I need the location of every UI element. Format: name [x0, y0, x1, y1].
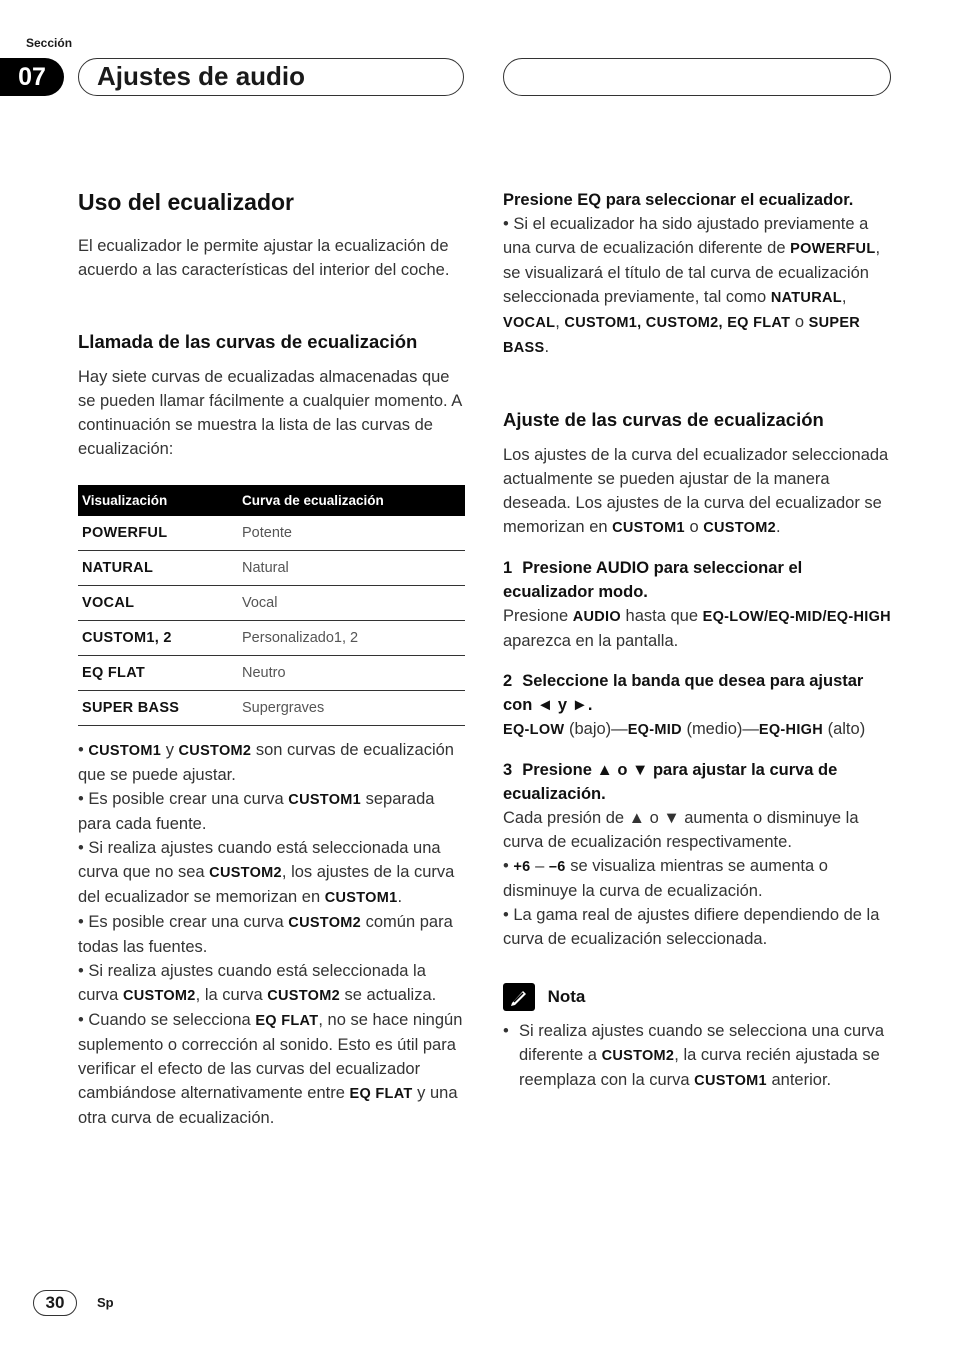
header-blank-frame — [503, 58, 891, 96]
page-title: Ajustes de audio — [97, 61, 306, 91]
table-header: Visualización — [78, 485, 238, 516]
table-cell: NATURAL — [78, 551, 238, 586]
table-cell: Personalizado1, 2 — [238, 621, 465, 656]
eq-table — [78, 485, 465, 726]
table-cell: Supergraves — [238, 691, 465, 726]
table-row — [78, 586, 465, 621]
step-1-heading: 1 Presione AUDIO para seleccionar el ecualizador modo. — [503, 559, 803, 601]
nota-label: Nota — [547, 987, 586, 1006]
step-3-body: Cada presión de ▲ o ▼ aumenta o disminuye la curva de ecualización respectivamente. — [503, 809, 859, 851]
table-cell: CUSTOM1, 2 — [78, 621, 238, 656]
heading-llamada: Llamada de las curvas de ecualización — [78, 331, 418, 352]
page-number: 30 — [33, 1290, 77, 1316]
nota-bullet — [503, 1019, 891, 1093]
heading-ajuste: Ajuste de las curvas de ecualización — [503, 409, 824, 430]
table-cell: EQ FLAT — [78, 656, 238, 691]
step-2-body: EQ-LOW (bajo)—EQ-MID (medio)—EQ-HIGH (alto) — [503, 720, 866, 738]
step-3-heading: 3 Presione ▲ o ▼ para ajustar la curva de ecualización. — [503, 761, 838, 803]
bullet-custom-curves: • CUSTOM1 y CUSTOM2 son curvas de ecualización que se puede ajustar. — [78, 741, 454, 784]
section-number: 07 — [0, 58, 64, 96]
nota-text: Si realiza ajustes cuando se selecciona una curva diferente a CUSTOM2, la curva recién ajustada se reemplaza con la curva CUSTOM1 anterior. — [519, 1022, 885, 1089]
table-cell: SUPER BASS — [78, 691, 238, 726]
bullet-eq-flat: • Cuando se selecciona EQ FLAT, no se hace ningún suplemento o corrección al sonido. Esto es útil para verificar el efecto de las curvas del ecualizador cambiándose alternativamente entre EQ FLAT y una otra curva de ecualización. — [78, 1011, 463, 1127]
bullet-custom1-per-source: • Es posible crear una curva CUSTOM1 separada para cada fuente. — [78, 790, 435, 833]
table-cell: Natural — [238, 551, 465, 586]
table-header-row — [78, 485, 465, 516]
ajuste-paragraph: Los ajustes de la curva del ecualizador seleccionada actualmente se pueden ajustar de la manera deseada. Los ajustes de la curva del ecualizador se memorizan en CUSTOM1 o CUSTOM2. — [503, 446, 889, 536]
right-column — [503, 188, 891, 1093]
presione-eq-instruction: Presione EQ para seleccionar el ecualizador. — [503, 191, 854, 209]
intro-paragraph: El ecualizador le permite ajustar la ecualización de acuerdo a las características del interior del coche. — [78, 237, 450, 279]
heading-uso: Uso del ecualizador — [78, 189, 295, 215]
page-language: Sp — [97, 1295, 114, 1310]
step-1-body: Presione AUDIO hasta que EQ-LOW/EQ-MID/EQ-HIGH aparezca en la pantalla. — [503, 607, 891, 650]
table-row — [78, 516, 465, 551]
table-row — [78, 656, 465, 691]
table-row — [78, 621, 465, 656]
step-2-heading: 2 Seleccione la banda que desea para ajustar con ◄ y ►. — [503, 672, 864, 714]
llamada-paragraph: Hay siete curvas de ecualizadas almacenadas que se pueden llamar fácilmente a cualquier momento. A continuación se muestra la lista de las curvas de ecualización: — [78, 368, 462, 458]
table-row — [78, 691, 465, 726]
table-cell: POWERFUL — [78, 516, 238, 551]
nota-header — [503, 983, 891, 1011]
table-cell: Vocal — [238, 586, 465, 621]
step-3-bullet-range: • +6 – –6 se visualiza mientras se aumenta o disminuye la curva de ecualización. — [503, 857, 828, 900]
eq-previous-bullet: • Si el ecualizador ha sido ajustado previamente a una curva de ecualización diferente de POWERFUL, se visualizará el título de tal curva de ecualización seleccionada previamente, tal como NATURAL, VOCAL, CUSTOM1, CUSTOM2, EQ FLAT o SUPER BASS. — [503, 215, 881, 356]
section-label: Sección — [26, 36, 73, 50]
table-row — [78, 551, 465, 586]
left-column — [78, 188, 465, 1130]
bullet-custom2-common: • Es posible crear una curva CUSTOM2 común para todas las fuentes. — [78, 913, 453, 956]
table-cell: Potente — [238, 516, 465, 551]
bullet-dot: • — [503, 1022, 509, 1040]
note-pencil-icon — [503, 983, 535, 1011]
bullet-memorize-custom1: • Si realiza ajustes cuando está seleccionada una curva que no sea CUSTOM2, los ajustes de la curva del ecualizador se memorizan en CUSTOM1. — [78, 839, 455, 906]
table-cell: VOCAL — [78, 586, 238, 621]
step-3-bullet-gama: • La gama real de ajustes difiere dependiendo de la curva de ecualización seleccionada. — [503, 906, 880, 948]
bullet-custom2-update: • Si realiza ajustes cuando está seleccionada la curva CUSTOM2, la curva CUSTOM2 se actualiza. — [78, 962, 437, 1004]
table-header: Curva de ecualización — [238, 485, 465, 516]
table-cell: Neutro — [238, 656, 465, 691]
